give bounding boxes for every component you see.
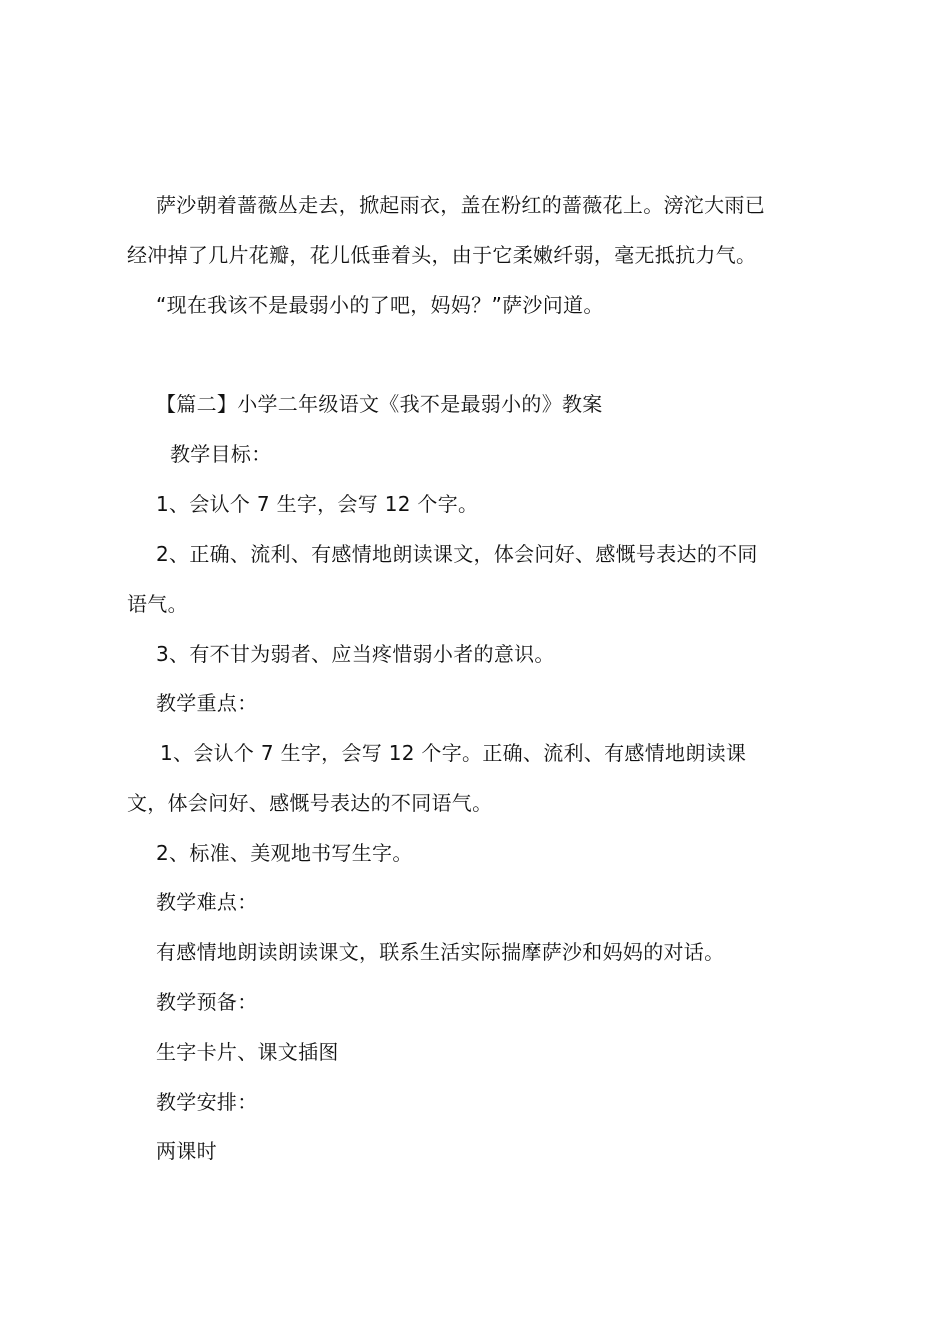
key-point-item-1-line-2: 文，体会问好、感慨号表达的不同语气。 bbox=[127, 791, 493, 815]
difficulties-text: 有感情地朗读朗读课文，联系生活实际揣摩萨沙和妈妈的对话。 bbox=[156, 940, 725, 964]
story-paragraph-2: “现在我该不是最弱小的了吧，妈妈？”萨沙问道。 bbox=[156, 293, 604, 317]
arrangement-text: 两课时 bbox=[156, 1139, 217, 1163]
preparation-heading: 教学预备： bbox=[156, 990, 258, 1014]
key-point-item-1-line-1: 1、会认个 7 生字，会写 12 个字。正确、流利、有感情地朗读课 bbox=[160, 741, 747, 765]
section-title: 【篇二】小学二年级语文《我不是最弱小的》教案 bbox=[156, 392, 603, 416]
key-points-heading: 教学重点： bbox=[156, 691, 258, 715]
preparation-text: 生字卡片、课文插图 bbox=[156, 1040, 339, 1064]
story-paragraph-1-line-1: 萨沙朝着蔷薇丛走去，掀起雨衣，盖在粉红的蔷薇花上。滂沱大雨已 bbox=[156, 193, 765, 217]
difficulties-heading: 教学难点： bbox=[156, 890, 258, 914]
story-paragraph-1-line-2: 经冲掉了几片花瓣，花儿低垂着头，由于它柔嫩纤弱，毫无抵抗力气。 bbox=[127, 243, 757, 267]
objective-item-2-line-1: 2、正确、流利、有感情地朗读课文，体会问好、感慨号表达的不同 bbox=[156, 542, 758, 566]
key-point-item-2: 2、标准、美观地书写生字。 bbox=[156, 841, 413, 865]
objective-item-3: 3、有不甘为弱者、应当疼惜弱小者的意识。 bbox=[156, 642, 555, 666]
arrangement-heading: 教学安排： bbox=[156, 1090, 258, 1114]
objectives-heading: 教学目标： bbox=[170, 442, 272, 466]
objective-item-2-line-2: 语气。 bbox=[127, 592, 188, 616]
objective-item-1: 1、会认个 7 生字，会写 12 个字。 bbox=[156, 492, 479, 516]
